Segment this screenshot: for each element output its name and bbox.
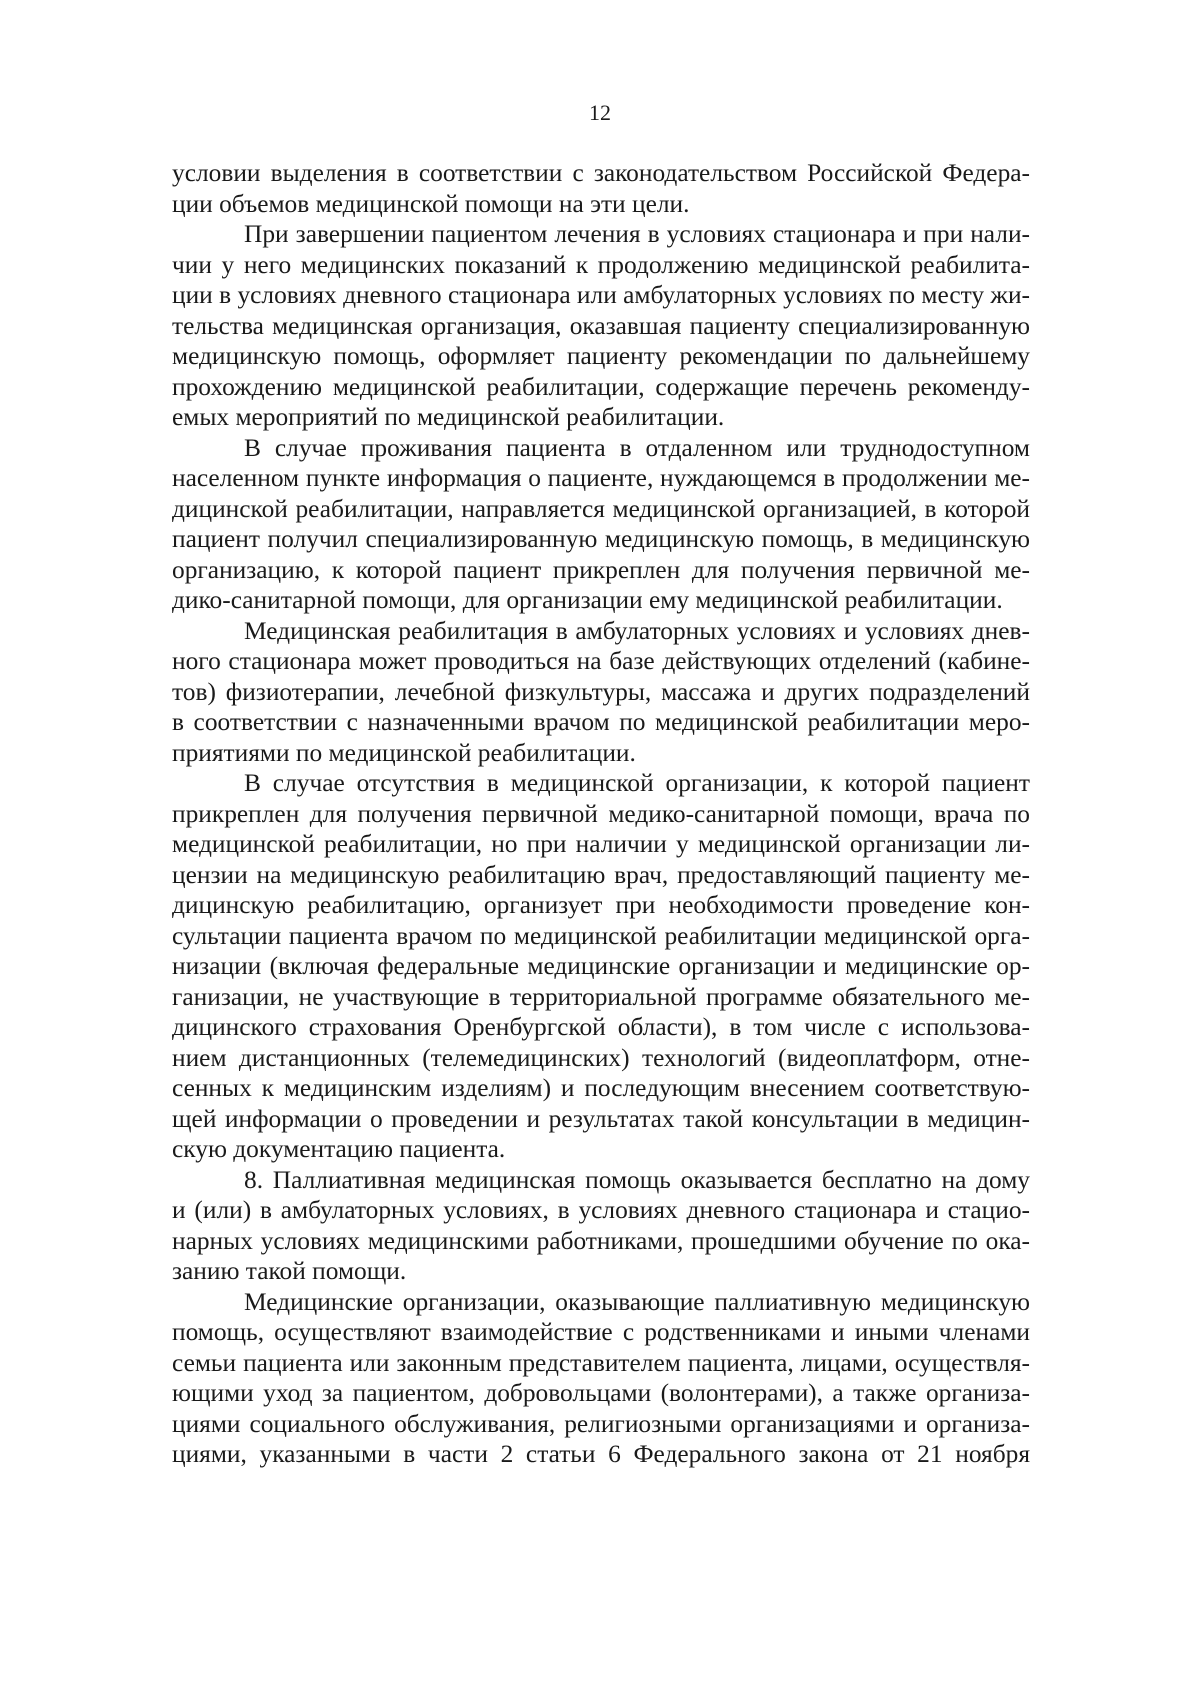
text-line: в соответствии с назначенными врачом по медицинской реабилитации меро- (172, 708, 1030, 736)
text-line: дицинского страхования Оренбургской области), в том числе с использова- (172, 1013, 1030, 1041)
text-line: низации (включая федеральные медицинские организации и медицинские ор- (172, 952, 1030, 980)
text-line: дицинскую реабилитацию, организует при необходимости проведение кон- (172, 891, 1030, 919)
text-line: нарных условиях медицинскими работниками, прошедшими обучение по ока- (172, 1226, 1030, 1255)
text-line: цензии на медицинскую реабилитацию врач, предоставляющий пациенту ме- (172, 860, 1030, 889)
text-line: Медицинская реабилитация в амбулаторных условиях и условиях днев- (244, 616, 1030, 645)
text-line: ции в условиях дневного стационара или амбулаторных условиях по месту жи- (172, 281, 1031, 309)
text-line: занию такой помощи. (172, 1257, 407, 1285)
text-line: емых мероприятий по медицинской реабилитации. (172, 403, 725, 431)
text-line: ного стационара может проводиться на базе действующих отделений (кабине- (172, 647, 1030, 675)
text-line: сультации пациента врачом по медицинской реабилитации медицинской орга- (172, 921, 1030, 950)
text-line: нием дистанционных (телемедицинских) технологий (видеоплатформ, отне- (172, 1043, 1030, 1072)
text-line: тов) физиотерапии, лечебной физкультуры, массажа и других подразделений (172, 677, 1030, 706)
text-line: дико-санитарной помощи, для организации ему медицинской реабилитации. (172, 586, 1003, 614)
text-line: прикреплен для получения первичной медико-санитарной помощи, врача по (172, 799, 1030, 828)
text-line: циями социального обслуживания, религиозными организациями и организа- (172, 1409, 1030, 1438)
text-line: В случае проживания пациента в отдаленном или труднодоступном (244, 433, 1030, 462)
text-line: При завершении пациентом лечения в условиях стационара и при нали- (244, 220, 1030, 248)
text-line: дицинской реабилитации, направляется медицинской организацией, в которой (172, 494, 1030, 523)
text-line: Медицинские организации, оказывающие паллиативную медицинскую (244, 1287, 1030, 1316)
text-line: пациент получил специализированную медицинскую помощь, в медицинскую (172, 525, 1030, 553)
text-line: сенных к медицинским изделиям) и последующим внесением соответствую- (172, 1074, 1030, 1102)
text-line: помощь, осуществляют взаимодействие с родственниками и иными членами (172, 1318, 1030, 1346)
text-line: ции объемов медицинской помощи на эти цели. (172, 189, 690, 218)
text-line: ганизации, не участвующие в территориальной программе обязательного ме- (172, 982, 1030, 1011)
text-line: приятиями по медицинской реабилитации. (172, 738, 636, 767)
text-line: и (или) в амбулаторных условиях, в условиях дневного стационара и стацио- (172, 1196, 1030, 1224)
text-line: ющими уход за пациентом, добровольцами (волонтерами), а также организа- (172, 1379, 1030, 1407)
text-line: тельства медицинская организация, оказавшая пациенту специализированную (172, 311, 1030, 340)
text-line: медицинской реабилитации, но при наличии у медицинской организации ли- (172, 830, 1030, 858)
text-line: семьи пациента или законным представителем пациента, лицами, осуществля- (172, 1348, 1030, 1377)
body-text (172, 158, 1030, 1470)
text-line: медицинскую помощь, оформляет пациенту рекомендации по дальнейшему (172, 342, 1030, 370)
text-line: щей информации о проведении и результатах такой консультации в медицин- (172, 1104, 1030, 1133)
text-line: 8. Паллиативная медицинская помощь оказывается бесплатно на дому (244, 1165, 1030, 1194)
text-line: чии у него медицинских показаний к продолжению медицинской реабилита- (172, 250, 1030, 279)
page-number: 12 (589, 100, 611, 125)
text-line: циями, указанными в части 2 статьи 6 Федерального закона от 21 ноября (172, 1440, 1030, 1468)
text-line: населенном пункте информация о пациенте, нуждающемся в продолжении ме- (172, 464, 1030, 492)
text-line: условии выделения в соответствии с законодательством Российской Федера- (172, 159, 1030, 187)
text-line: В случае отсутствия в медицинской организации, к которой пациент (244, 769, 1030, 797)
text-line: прохождению медицинской реабилитации, содержащие перечень рекоменду- (172, 372, 1030, 401)
text-line: организацию, к которой пациент прикреплен для получения первичной ме- (172, 555, 1030, 584)
text-line: скую документацию пациента. (172, 1135, 506, 1163)
